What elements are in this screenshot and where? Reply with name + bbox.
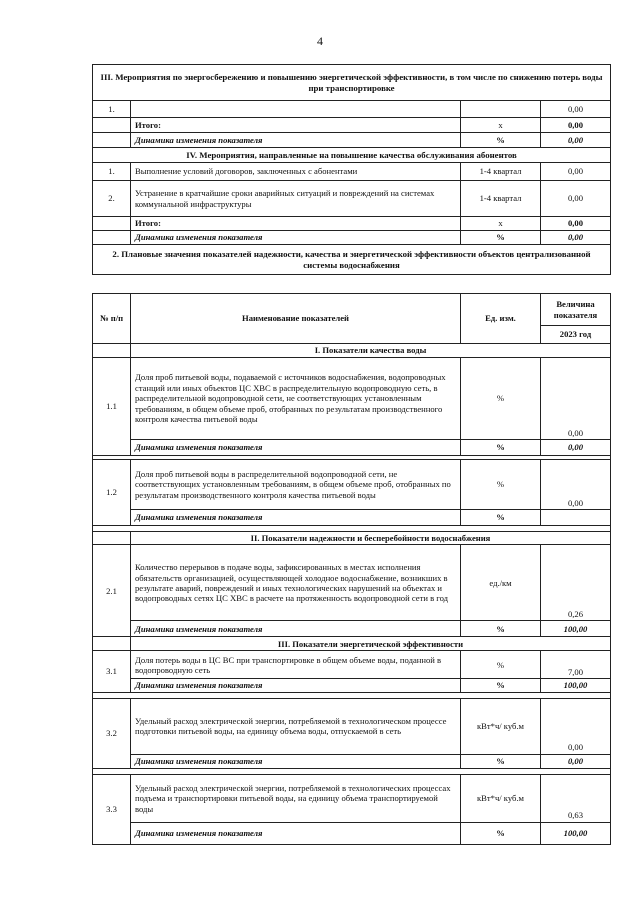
item-unit: кВт*ч/ куб.м [461, 774, 541, 822]
col-value-header: Величина показателя [541, 294, 611, 326]
group-title: II. Показатели надежности и бесперебойности водоснабжения [131, 532, 611, 545]
section4-row-period: 1-4 квартал [461, 163, 541, 181]
col-year-header: 2023 год [541, 326, 611, 344]
section4-row-num: 1. [93, 163, 131, 181]
item-value: 0,00 [541, 698, 611, 754]
section4-total-value: 0,00 [541, 217, 611, 231]
section3-row-num: 1. [93, 101, 131, 118]
item-dyn-value: 100,00 [541, 679, 611, 692]
item-value: 0,00 [541, 358, 611, 440]
section3-row-value: 0,00 [541, 101, 611, 118]
item-unit: % [461, 651, 541, 679]
section3-total-label: Итого: [131, 118, 461, 133]
item-dyn-value: 0,00 [541, 440, 611, 456]
section4-row-value: 0,00 [541, 163, 611, 181]
item-name: Доля проб питьевой воды, подаваемой с источников водоснабжения, водопроводных станций или иных объектов ЦС ХВС в распределительную водопроводную сеть, в распределительной водопроводной сети, не соответствующих установленным требованиям, в общем объеме проб, отобранных по результатам производственного контроля качества питьевой воды [131, 358, 461, 440]
item-dyn-unit: % [461, 754, 541, 768]
section4-total-unit: х [461, 217, 541, 231]
item-num: 3.3 [93, 774, 131, 844]
item-dyn-unit: % [461, 621, 541, 637]
section3-total-value: 0,00 [541, 118, 611, 133]
item-dyn-label: Динамика изменения показателя [131, 754, 461, 768]
section3-dyn-value: 0,00 [541, 133, 611, 148]
item-unit: % [461, 460, 541, 510]
section3-total-unit: х [461, 118, 541, 133]
section4-title: IV. Мероприятия, направленные на повышение качества обслуживания абонентов [93, 148, 611, 163]
item-num: 1.2 [93, 460, 131, 526]
page-number: 4 [317, 34, 323, 48]
section4-row-num: 2. [93, 181, 131, 217]
section3-dyn-label: Динамика изменения показателя [131, 133, 461, 148]
item-dyn-value: 0,00 [541, 754, 611, 768]
section4-dyn-value: 0,00 [541, 231, 611, 245]
col-unit-header: Ед. изм. [461, 294, 541, 344]
item-dyn-value: 100,00 [541, 822, 611, 844]
item-name: Количество перерывов в подаче воды, зафиксированных в местах исполнения обязательств организацией, осуществляющей холодное водоснабжение, возникших в результате аварий, повреждений и иных технологических нарушений на объектах и водопроводных сетях ЦС ХВС в расчете на протяженность водопроводной сети в год [131, 545, 461, 621]
item-value: 7,00 [541, 651, 611, 679]
section4-row-name: Устранение в кратчайшие сроки аварийных ситуаций и повреждений на системах коммунальной инфраструктуры [131, 181, 461, 217]
item-value: 0,00 [541, 460, 611, 510]
item-dyn-value [541, 510, 611, 526]
item-dyn-unit: % [461, 510, 541, 526]
item-dyn-label: Динамика изменения показателя [131, 822, 461, 844]
item-dyn-label: Динамика изменения показателя [131, 679, 461, 692]
col-name-header: Наименование показателей [131, 294, 461, 344]
item-num: 1.1 [93, 358, 131, 456]
section4-row-name: Выполнение условий договоров, заключенных с абонентами [131, 163, 461, 181]
item-name: Доля потерь воды в ЦС ВС при транспортировке в общем объеме воды, поданной в водопроводную сеть [131, 651, 461, 679]
group-title: III. Показатели энергетической эффективности [131, 637, 611, 651]
item-dyn-value: 100,00 [541, 621, 611, 637]
item-name: Доля проб питьевой воды в распределительной водопроводной сети, не соответствующих установленным требованиям, в общем объеме проб, отобранных по результатам производственного контроля качества питьевой воды [131, 460, 461, 510]
group-title: I. Показатели качества воды [131, 344, 611, 358]
item-dyn-unit: % [461, 679, 541, 692]
section4-dyn-unit: % [461, 231, 541, 245]
item-name: Удельный расход электрической энергии, потребляемой в технологических процессах подъема и транспортировки питьевой воды, на единицу объема транспортируемой воды [131, 774, 461, 822]
item-name: Удельный расход электрической энергии, потребляемой в технологическом процессе подготовки питьевой воды, на единицу объема воды, отпускаемой в сеть [131, 698, 461, 754]
indicators-table [92, 293, 611, 845]
item-dyn-unit: % [461, 822, 541, 844]
item-unit: кВт*ч/ куб.м [461, 698, 541, 754]
section3-dyn-unit: % [461, 133, 541, 148]
item-unit: ед./км [461, 545, 541, 621]
col-num-header: № п/п [93, 294, 131, 344]
item-num: 2.1 [93, 545, 131, 637]
item-dyn-unit: % [461, 440, 541, 456]
item-num: 3.2 [93, 698, 131, 768]
measures-table [92, 64, 611, 275]
item-unit: % [461, 358, 541, 440]
section4-total-label: Итого: [131, 217, 461, 231]
item-dyn-label: Динамика изменения показателя [131, 621, 461, 637]
section4-row-value: 0,00 [541, 181, 611, 217]
section2-title: 2. Плановые значения показателей надежности, качества и энергетической эффективности объектов централизованной системы водоснабжения [93, 245, 611, 275]
item-value: 0,63 [541, 774, 611, 822]
section4-row-period: 1-4 квартал [461, 181, 541, 217]
section4-dyn-label: Динамика изменения показателя [131, 231, 461, 245]
item-num: 3.1 [93, 651, 131, 692]
item-dyn-label: Динамика изменения показателя [131, 510, 461, 526]
item-dyn-label: Динамика изменения показателя [131, 440, 461, 456]
item-value: 0,26 [541, 545, 611, 621]
section3-title: III. Мероприятия по энергосбережению и повышению энергетической эффективности, в том числе по снижению потерь воды при транспортировке [93, 65, 611, 101]
